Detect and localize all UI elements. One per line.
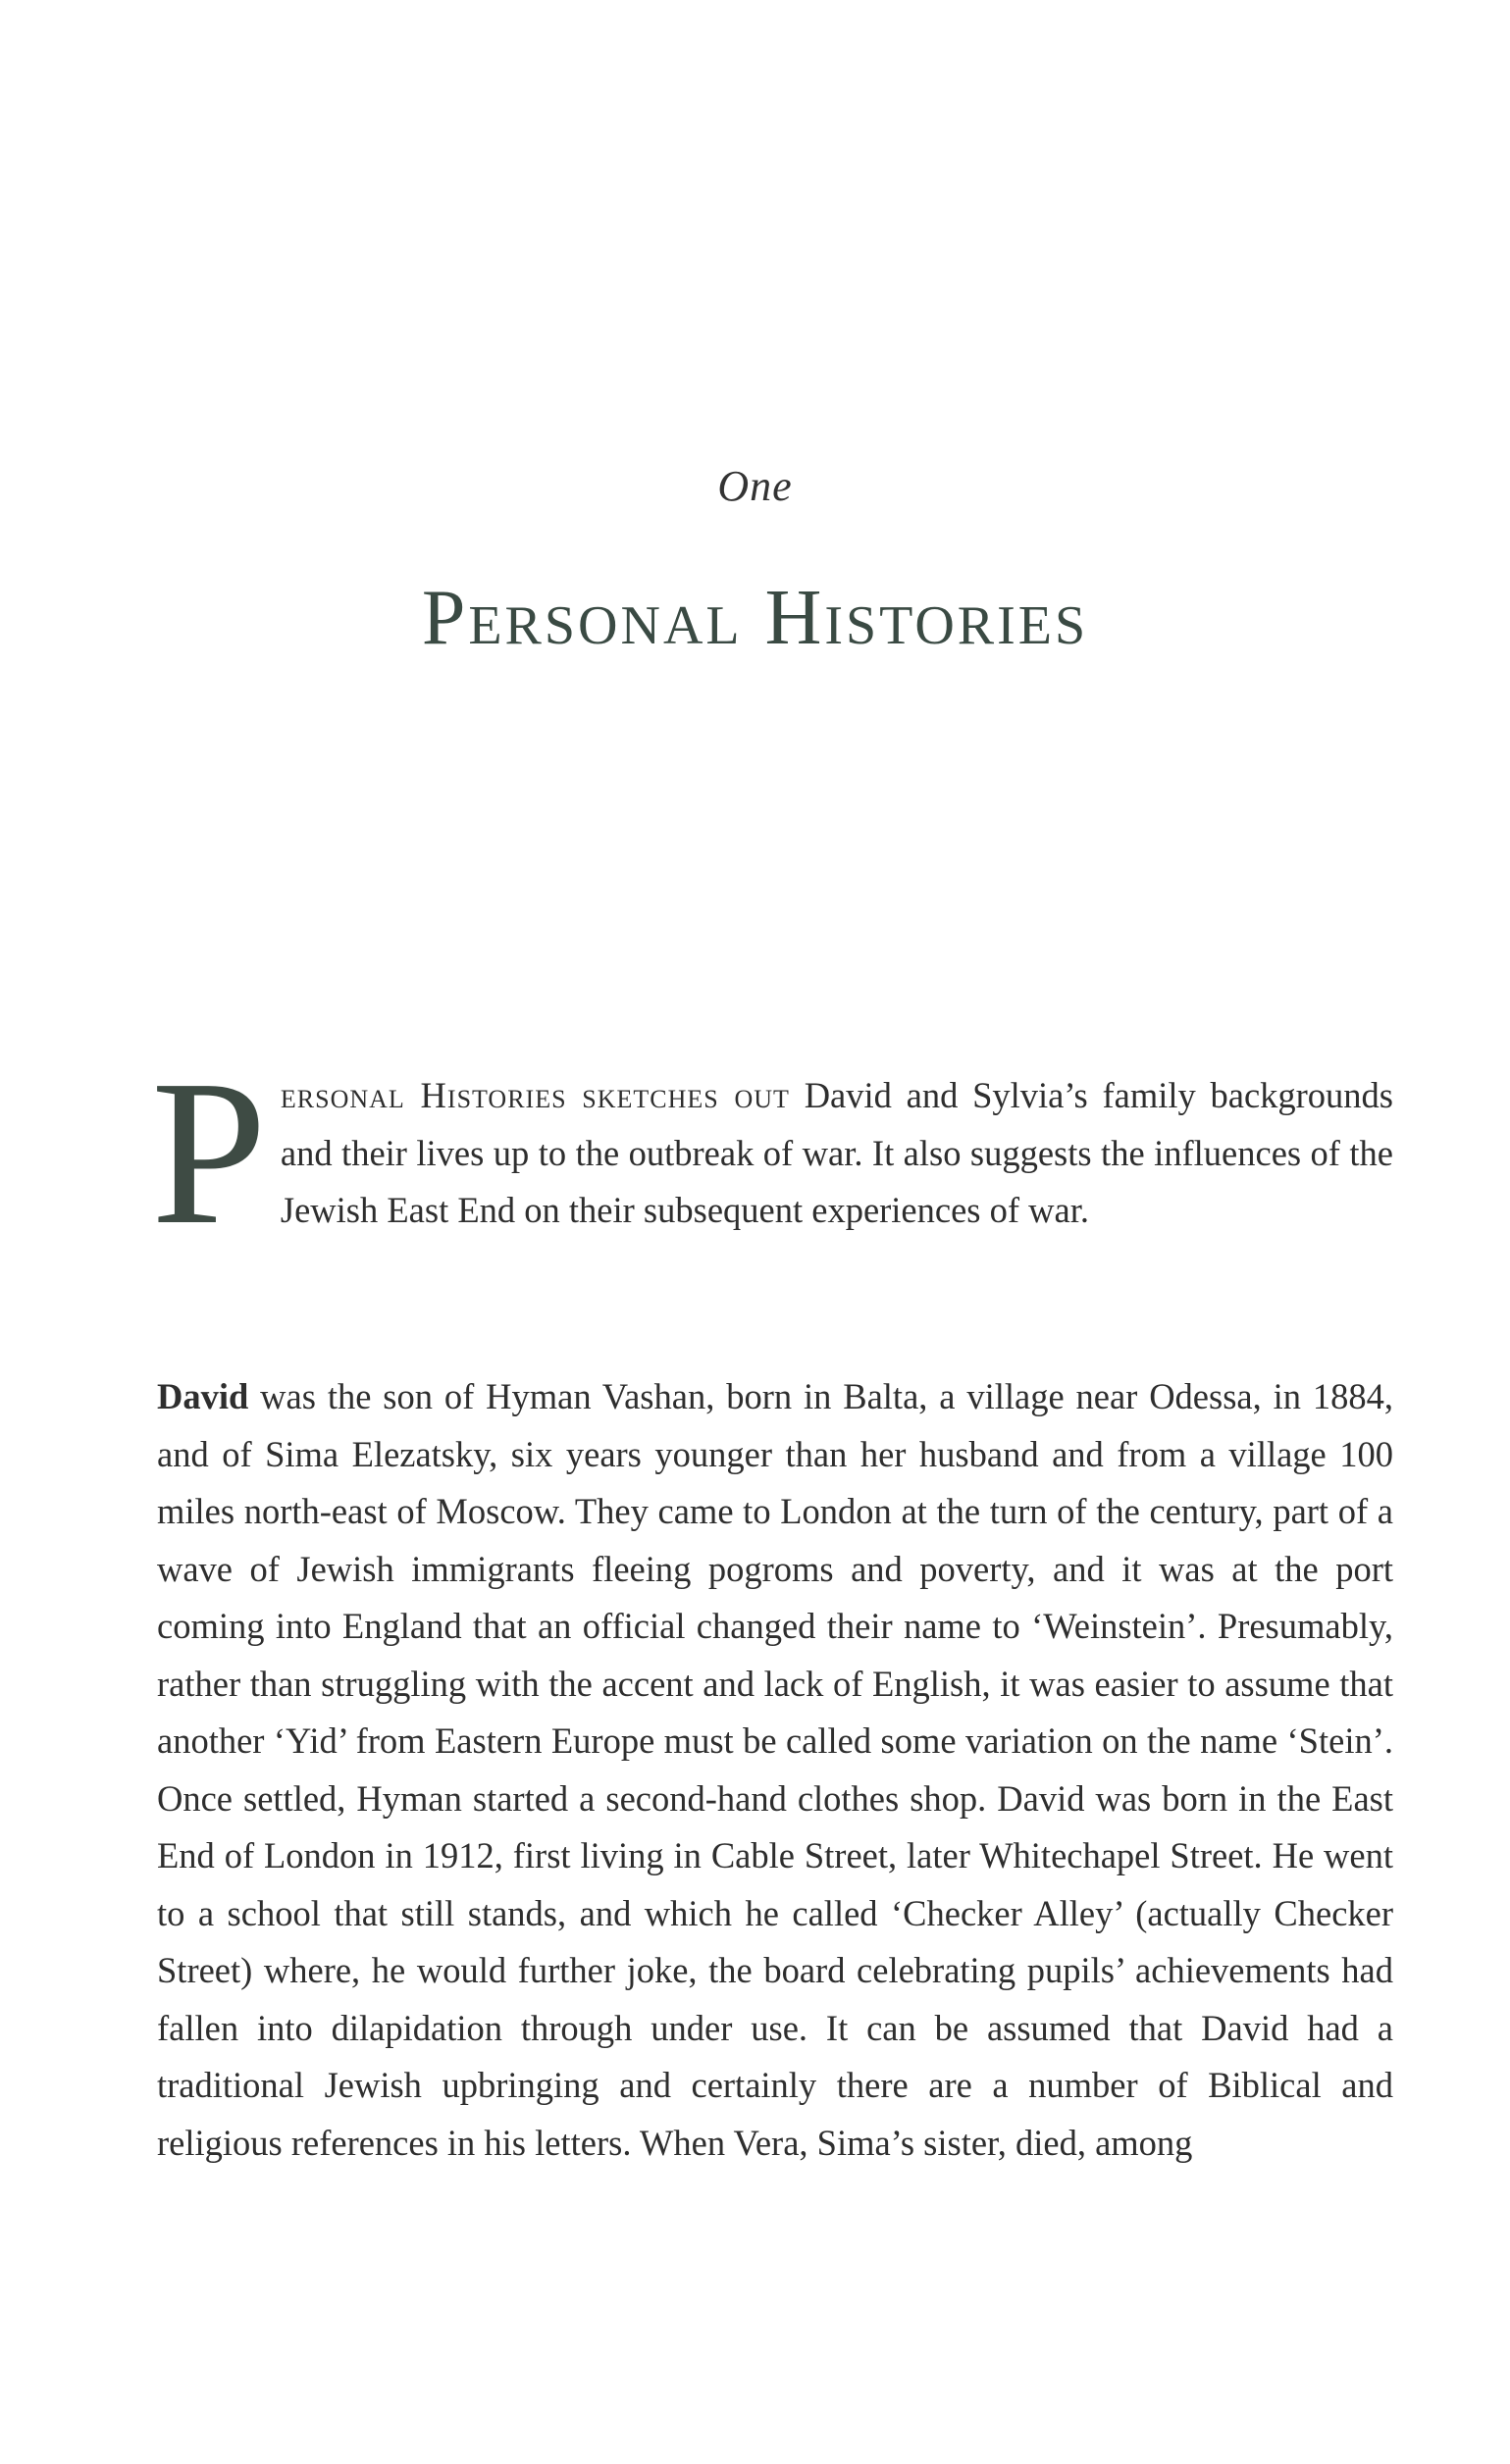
intro-paragraph xyxy=(151,1037,1393,1267)
chapter-title: Personal Histories xyxy=(421,575,1089,661)
body-text: was the son of Hyman Vashan, born in Balta, a village near Odessa, in 1884, and of Sima Elezatsky, six years younger than her husband and from a village 100 miles north-east of Moscow. They came to London at the turn of the century, part of a wave of Jewish immigrants fleeing pogroms and poverty, and it was at the port coming into England that an official changed their name to ‘Weinstein’. Presumably, rather than struggling with the accent and lack of English, it was easier to assume that another ‘Yid’ from Eastern Europe must be called some variation on the name ‘Stein’. Once settled, Hyman started a second-hand clothes shop. David was born in the East End of London in 1912, first living in Cable Street, later Whitechapel Street. He went to a school that still stands, and which he called ‘Checker Alley’ (actually Checker Street) where, he would further joke, the board celebrating pupils’ achievements had fallen into dilapidation through under use. It can be assumed that David had a traditional Jewish upbringing and certainly there are a number of Biblical and religious references in his letters. When Vera, Sima’s sister, died, among xyxy=(157,1376,1393,2163)
chapter-number: One xyxy=(717,462,793,510)
intro-lead-caps: ersonal Histories sketches out xyxy=(280,1075,790,1115)
body-paragraph xyxy=(157,1368,1393,2172)
intro-text: David and Sylvia’s family backgrounds and their lives up to the outbreak of war. It also suggests the influences of the Jewish East End on their subsequent experiences of war. xyxy=(280,1075,1393,1230)
body-lead-name: David xyxy=(157,1376,249,1416)
drop-cap: P xyxy=(151,1037,267,1267)
